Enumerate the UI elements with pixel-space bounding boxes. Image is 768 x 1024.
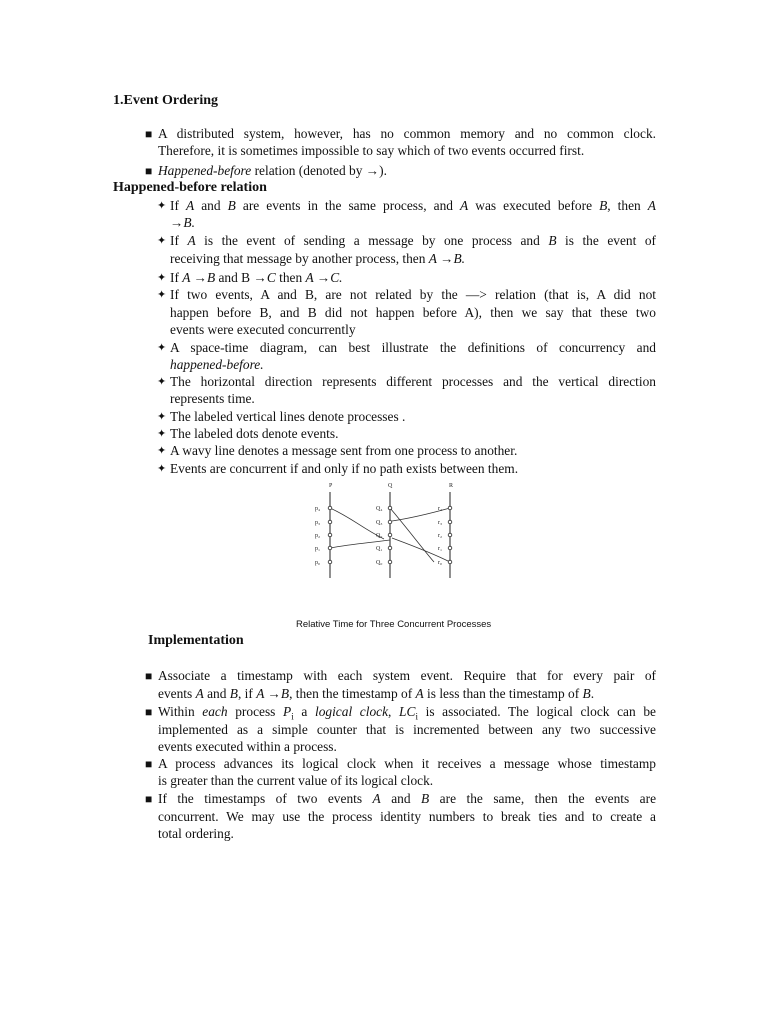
space-time-diagram [312, 478, 462, 580]
figure-caption: Relative Time for Three Concurrent Processes [296, 619, 492, 630]
star-bullet-icon: ✦ [157, 463, 167, 475]
event-label-q1: Q₁ [376, 546, 383, 552]
hb-item-9: A wavy line denotes a message sent from one process to another. [170, 443, 518, 458]
star-bullet-icon: ✦ [157, 376, 167, 388]
event-label-p4: p₄ [315, 506, 321, 512]
event-dot [328, 533, 332, 537]
event-label-q4: Q₄ [376, 506, 383, 512]
star-bullet-icon: ✦ [157, 445, 167, 457]
event-dot [448, 520, 452, 524]
hb-item-6-line-1: The horizontal direction represents different processes and the vertical direction [170, 374, 656, 389]
impl-bullet-2-line-2: implemented as a simple counter that is incremented between any two successive [158, 722, 656, 737]
hb-item-2-line-2: receiving that message by another process, then A →B. [170, 251, 465, 266]
impl-bullet-4-line-1: If the timestamps of two events A and B are the same, then the events are [158, 791, 657, 806]
event-dot [328, 506, 332, 510]
message-q-to-r [390, 508, 434, 562]
event-label-r4: r₄ [438, 506, 443, 512]
process-label-r: R [449, 483, 454, 489]
hb-heading: Happened-before relation [113, 180, 267, 195]
event-label-q0: Q₀ [376, 560, 383, 566]
impl-bullet-4-line-3: total ordering. [158, 826, 234, 841]
impl-bullet-4-line-2: concurrent. We may use the process identity numbers to break ties and to create a [158, 809, 656, 824]
impl-bullet-1-line-1: Associate a timestamp with each system event. Require that for every pair of [158, 668, 656, 683]
hb-item-2-line-1: If A is the event of sending a message by one process and B is the event of [170, 233, 656, 248]
event-label-q2: Q₂ [376, 533, 383, 539]
impl-bullet-1-line-2: events A and B, if A →B, then the timestamp of A is less than the timestamp of B. [158, 686, 595, 701]
intro-bullet-1-line-1: A distributed system, however, has no common memory and no common clock. [158, 126, 656, 141]
event-dot [388, 546, 392, 550]
event-dot [388, 533, 392, 537]
star-bullet-icon: ✦ [157, 200, 167, 212]
hb-item-5-line-2: happened-before. [170, 357, 264, 372]
event-label-r3: r₃ [438, 520, 443, 526]
hb-item-3: If A →B and B →C then A →C. [170, 270, 343, 285]
event-dot [388, 560, 392, 564]
impl-bullet-2-line-3: events executed within a process. [158, 739, 337, 754]
event-dot [328, 520, 332, 524]
star-bullet-icon: ✦ [157, 411, 167, 423]
event-dot [448, 560, 452, 564]
hb-item-7: The labeled vertical lines denote processes . [170, 409, 406, 424]
square-bullet-icon: ■ [145, 792, 153, 806]
square-bullet-icon: ■ [145, 127, 153, 141]
hb-item-4-line-2: happen before B, and B did not happen before A), then we say that these two [170, 305, 656, 320]
hb-item-10: Events are concurrent if and only if no path exists between them. [170, 461, 519, 476]
star-bullet-icon: ✦ [157, 272, 167, 284]
impl-bullet-2-line-1: Within each process $P_i$ a logical clock, $LC_i$ is associated. The logical clock can be [158, 704, 656, 722]
event-label-r2: r₂ [438, 533, 443, 539]
event-dot [448, 533, 452, 537]
hb-item-8: The labeled dots denote events. [170, 426, 339, 441]
event-dot [328, 560, 332, 564]
square-bullet-icon: ■ [145, 164, 153, 178]
section-title: 1.Event Ordering [113, 93, 218, 108]
star-bullet-icon: ✦ [157, 428, 167, 440]
hb-item-5-line-1: A space-time diagram, can best illustrate the definitions of concurrency and [170, 340, 656, 355]
impl-bullet-3-line-1: A process advances its logical clock when it receives a message whose timestamp [158, 756, 656, 771]
event-label-r0: r₀ [438, 560, 443, 566]
event-dot [448, 506, 452, 510]
event-label-p0: p₀ [315, 560, 321, 566]
event-label-p3: p₃ [315, 520, 321, 526]
happened-before-term: Happened-before [158, 163, 252, 178]
square-bullet-icon: ■ [145, 757, 153, 771]
event-label-p2: p₂ [315, 533, 321, 539]
event-label-p1: p₁ [315, 546, 321, 552]
star-bullet-icon: ✦ [157, 289, 167, 301]
hb-item-1-line-2: →B. [170, 215, 195, 230]
event-dot [388, 506, 392, 510]
hb-item-4-line-1: If two events, A and B, are not related by the —> relation (that is, A did not [170, 287, 656, 302]
hb-item-1-line-1: If A and B are events in the same process, and A was executed before B, then A [170, 198, 656, 213]
hb-item-6-line-2: represents time. [170, 391, 255, 406]
event-dot [328, 546, 332, 550]
event-dot [448, 546, 452, 550]
event-dot [388, 520, 392, 524]
star-bullet-icon: ✦ [157, 342, 167, 354]
process-label-q: Q [388, 483, 393, 489]
intro-bullet-1-line-2: Therefore, it is sometimes impossible to say which of two events occurred first. [158, 143, 585, 158]
intro-bullet-2: Happened-before relation (denoted by →). [158, 163, 387, 178]
impl-bullet-3-line-2: is greater than the current value of its logical clock. [158, 773, 434, 788]
square-bullet-icon: ■ [145, 705, 153, 719]
implementation-heading: Implementation [148, 633, 244, 648]
hb-item-4-line-3: events were executed concurrently [170, 322, 356, 337]
event-label-r1: r₁ [438, 546, 443, 552]
star-bullet-icon: ✦ [157, 235, 167, 247]
process-label-p: P [329, 483, 333, 489]
square-bullet-icon: ■ [145, 669, 153, 683]
event-label-q3: Q₃ [376, 520, 383, 526]
